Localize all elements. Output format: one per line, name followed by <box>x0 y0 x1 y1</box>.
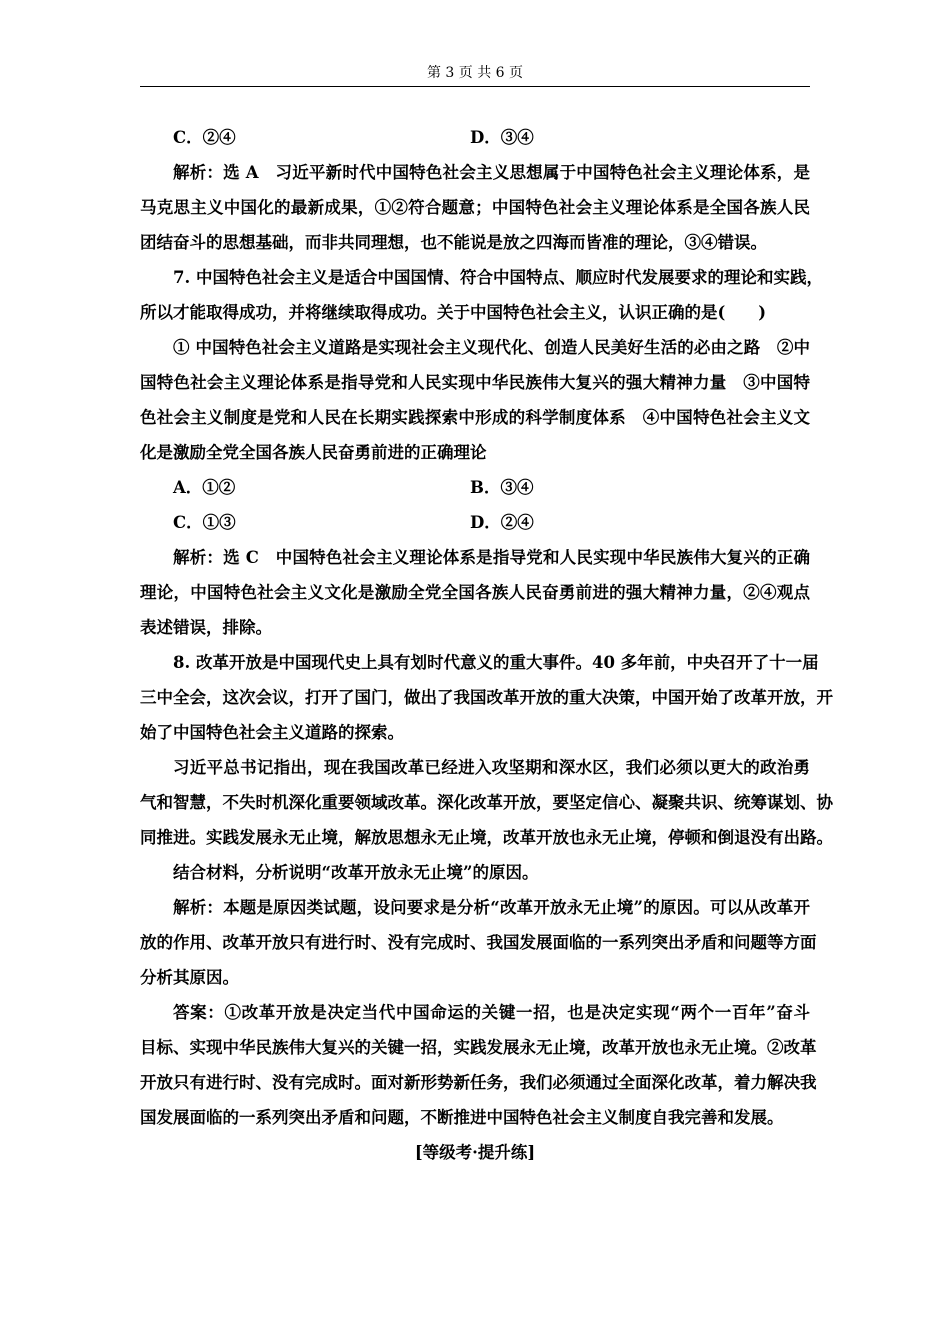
q7-statement-line: ① 中国特色社会主义道路是实现社会主义现代化、创造人民美好生活的必由之路 ②中 <box>173 338 810 357</box>
q6-option-c: C．②④ <box>173 128 236 147</box>
q6-analysis-line: 团结奋斗的思想基础，而非共同理想，也不能说是放之四海而皆准的理论，③④错误。 <box>140 233 767 252</box>
q8-stem-line: 三中全会，这次会议，打开了国门，做出了我国改革开放的重大决策，中国开始了改革开放，开 <box>140 688 833 707</box>
header-rule <box>140 86 810 87</box>
q8-analysis-line: 分析其原因。 <box>140 968 239 987</box>
page-number-header: 第 3 页 共 6 页 <box>426 65 524 81</box>
section-title: [等级考·提升练] <box>414 1143 536 1162</box>
q7-option-a: A．①② <box>173 478 236 497</box>
q8-material-line: 气和智慧，不失时机深化重要领域改革。深化改革开放，要坚定信心、凝聚共识、统筹谋划、协 <box>140 793 833 812</box>
q7-options-cd <box>140 505 810 540</box>
q6-option-d: D．③④ <box>470 128 534 147</box>
q7-option-d: D．②④ <box>470 513 534 532</box>
q7-option-c: C．①③ <box>173 513 236 532</box>
q6-options-cd <box>140 120 810 155</box>
q8-answer-line: 目标、实现中华民族伟大复兴的关键一招，实践发展永无止境，改革开放也永无止境。②改革 <box>140 1038 817 1057</box>
q7-analysis-line: 解析：选 C 中国特色社会主义理论体系是指导党和人民实现中华民族伟大复兴的正确 <box>173 548 810 567</box>
document-body <box>140 120 833 1170</box>
q8-material-line: 同推进。实践发展永无止境，解放思想永无止境，改革开放也永无止境，停顿和倒退没有出路。 <box>140 828 833 847</box>
q6-analysis-line: 解析：选 A 习近平新时代中国特色社会主义思想属于中国特色社会主义理论体系，是 <box>173 163 810 182</box>
q8-task: 结合材料，分析说明“改革开放永无止境”的原因。 <box>173 863 539 882</box>
q8-answer-line: 答案：①改革开放是决定当代中国命运的关键一招，也是决定实现“两个一百年”奋斗 <box>173 1003 810 1022</box>
q8-analysis-line: 放的作用、改革开放只有进行时、没有完成时、我国发展面临的一系列突出矛盾和问题等方面 <box>140 933 817 952</box>
q8-stem-line: 8. 改革开放是中国现代史上具有划时代意义的重大事件。40 多年前，中央召开了十一届 <box>173 653 819 672</box>
q7-options-ab <box>140 470 810 505</box>
q6-analysis-line: 马克思主义中国化的最新成果，①②符合题意；中国特色社会主义理论体系是全国各族人民 <box>140 198 810 217</box>
q7-stem-line: 7. 中国特色社会主义是适合中国国情、符合中国特点、顺应时代发展要求的理论和实践， <box>173 268 823 287</box>
q7-statement-line: 化是激励全党全国各族人民奋勇前进的正确理论 <box>140 443 487 462</box>
q8-answer-line: 国发展面临的一系列突出矛盾和问题，不断推进中国特色社会主义制度自我完善和发展。 <box>140 1108 784 1127</box>
q8-stem-line: 始了中国特色社会主义道路的探索。 <box>140 723 404 742</box>
q7-option-b: B．③④ <box>470 478 534 497</box>
q7-analysis-line: 理论，中国特色社会主义文化是激励全党全国各族人民奋勇前进的强大精神力量，②④观点 <box>140 583 810 602</box>
q7-analysis-line: 表述错误，排除。 <box>140 618 272 637</box>
q8-analysis-line: 解析：本题是原因类试题，设问要求是分析“改革开放永无止境”的原因。可以从改革开 <box>173 898 810 917</box>
q7-statement-line: 色社会主义制度是党和人民在长期实践探索中形成的科学制度体系 ④中国特色社会主义文 <box>140 408 810 427</box>
q8-material-line: 习近平总书记指出，现在我国改革已经进入攻坚期和深水区，我们必须以更大的政治勇 <box>173 758 810 777</box>
q8-answer-line: 开放只有进行时、没有完成时。面对新形势新任务，我们必须通过全面深化改革，着力解决我 <box>140 1073 817 1092</box>
q7-stem-line: 所以才能取得成功，并将继续取得成功。关于中国特色社会主义，认识正确的是( ) <box>140 303 767 322</box>
q7-statement-line: 国特色社会主义理论体系是指导党和人民实现中华民族伟大复兴的强大精神力量 ③中国特 <box>140 373 810 392</box>
